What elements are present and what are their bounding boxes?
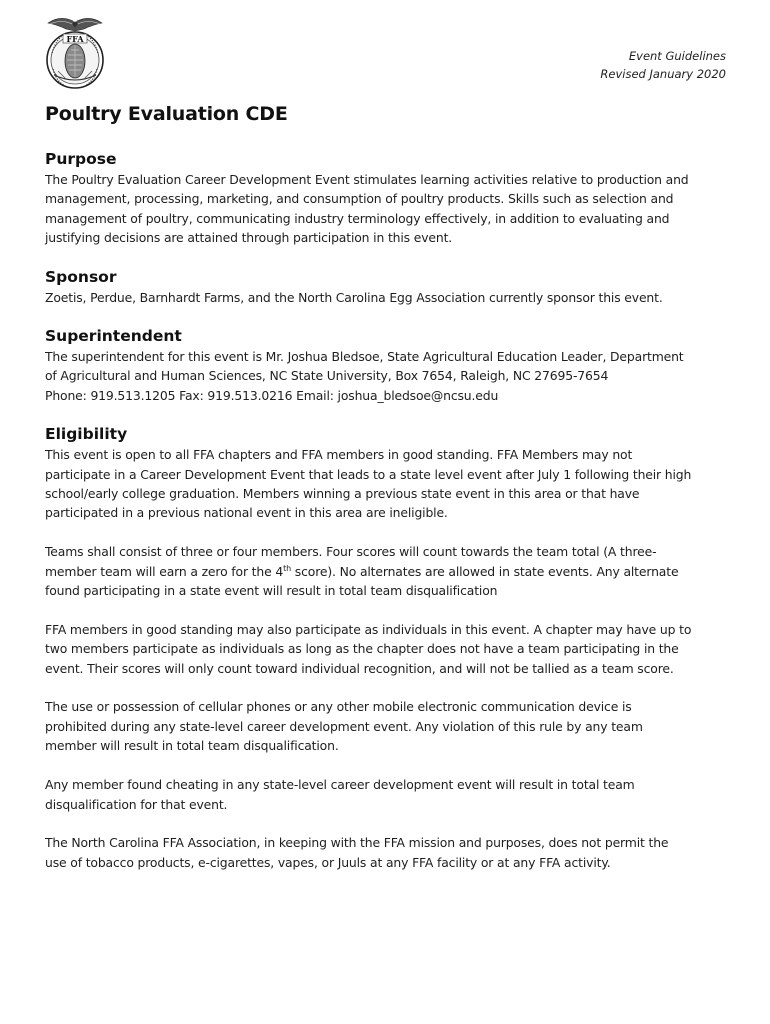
text-line: The North Carolina FFA Association, in keeping with the FFA mission and purposes, does not permit the — [45, 835, 669, 851]
section-eligibility — [45, 424, 730, 872]
doc-type-label: Event Guidelines — [628, 49, 726, 63]
text-line: The Poultry Evaluation Career Development Event stimulates learning activities relative to production and — [45, 172, 689, 187]
section-heading-eligibility: Eligibility — [45, 425, 128, 444]
cheating-paragraph — [45, 775, 730, 814]
text-fragment: member team will earn a zero for the 4 — [45, 563, 284, 579]
text-fragment: score). No alternates are allowed in state events. Any alternate — [291, 563, 679, 579]
ffa-emblem-icon — [44, 13, 106, 93]
text-line: event. Their scores will only count toward individual recognition, and will not be tallied as a team score. — [45, 660, 674, 676]
text-line: participated in a previous national event in this area are ineligible. — [45, 505, 448, 521]
text-line: use of tobacco products, e-cigarettes, vapes, or Juuls at any FFA facility or at any FFA activity. — [45, 854, 611, 870]
text-line: two members participate as individuals as long as the chapter does not have a team participating in the — [45, 641, 679, 657]
team-size-paragraph — [45, 542, 730, 600]
devices-paragraph — [45, 697, 730, 755]
section-purpose — [45, 149, 730, 248]
text-line: member will result in total team disqualification. — [45, 738, 339, 754]
text-line: school/early college graduation. Members winning a previous state event in this area or that have — [45, 486, 640, 502]
text-line: management of poultry, communicating industry terminology effectively, in addition to evaluating and — [45, 210, 670, 226]
svg-text:FFA: FFA — [66, 34, 84, 44]
text-line: This event is open to all FFA chapters and FFA members in good standing. FFA Members may not — [45, 447, 633, 463]
text-line: The use or possession of cellular phones or any other mobile electronic communication device is — [45, 699, 632, 715]
text-line: Teams shall consist of three or four members. Four scores will count towards the team total (A three- — [45, 544, 657, 560]
section-sponsor — [45, 267, 730, 307]
purpose-text — [45, 170, 730, 248]
text-line: management, processing, marketing, and consumption of poultry products. Skills such as selection and — [45, 191, 674, 207]
document-header-meta — [600, 47, 726, 83]
superintendent-text — [45, 347, 730, 405]
section-heading-superintendent: Superintendent — [45, 327, 182, 346]
text-line: The superintendent for this event is Mr. Joshua Bledsoe, State Agricultural Education Leader, Department — [45, 349, 684, 365]
eligibility-paragraph — [45, 445, 730, 523]
text-line: Any member found cheating in any state-level career development event will result in total team — [45, 777, 635, 793]
text-line: disqualification for that event. — [45, 796, 228, 812]
text-line: FFA members in good standing may also participate as individuals in this event. A chapter may have up to — [45, 621, 692, 637]
contact-line: Phone: 919.513.1205 Fax: 919.513.0216 Email: joshua_bledsoe@ncsu.edu — [45, 387, 499, 403]
text-line: Zoetis, Perdue, Barnhardt Farms, and the North Carolina Egg Association currently sponsor this event. — [45, 289, 663, 305]
section-heading-purpose: Purpose — [45, 150, 117, 168]
section-heading-sponsor: Sponsor — [45, 267, 117, 286]
individuals-paragraph — [45, 620, 730, 678]
text-line: found participating in a state event will result in total team disqualification — [45, 583, 498, 599]
text-line — [45, 562, 730, 581]
ordinal-suffix: th — [283, 563, 292, 573]
section-superintendent — [45, 326, 730, 405]
revision-date: Revised January 2020 — [600, 67, 726, 81]
text-line: prohibited during any state-level career development event. Any violation of this rule by any team — [45, 718, 643, 734]
text-line: participate in a Career Development Event that leads to a state level event after July 1 following their high — [45, 466, 692, 482]
text-line: justifying decisions are attained through participation in this event. — [45, 230, 453, 246]
document-title: Poultry Evaluation CDE — [45, 103, 288, 125]
text-line: of Agricultural and Human Sciences, NC State University, Box 7654, Raleigh, NC 27695-7654 — [45, 368, 609, 384]
document-body — [45, 149, 730, 891]
tobacco-paragraph — [45, 833, 730, 872]
sponsor-text — [45, 288, 730, 307]
